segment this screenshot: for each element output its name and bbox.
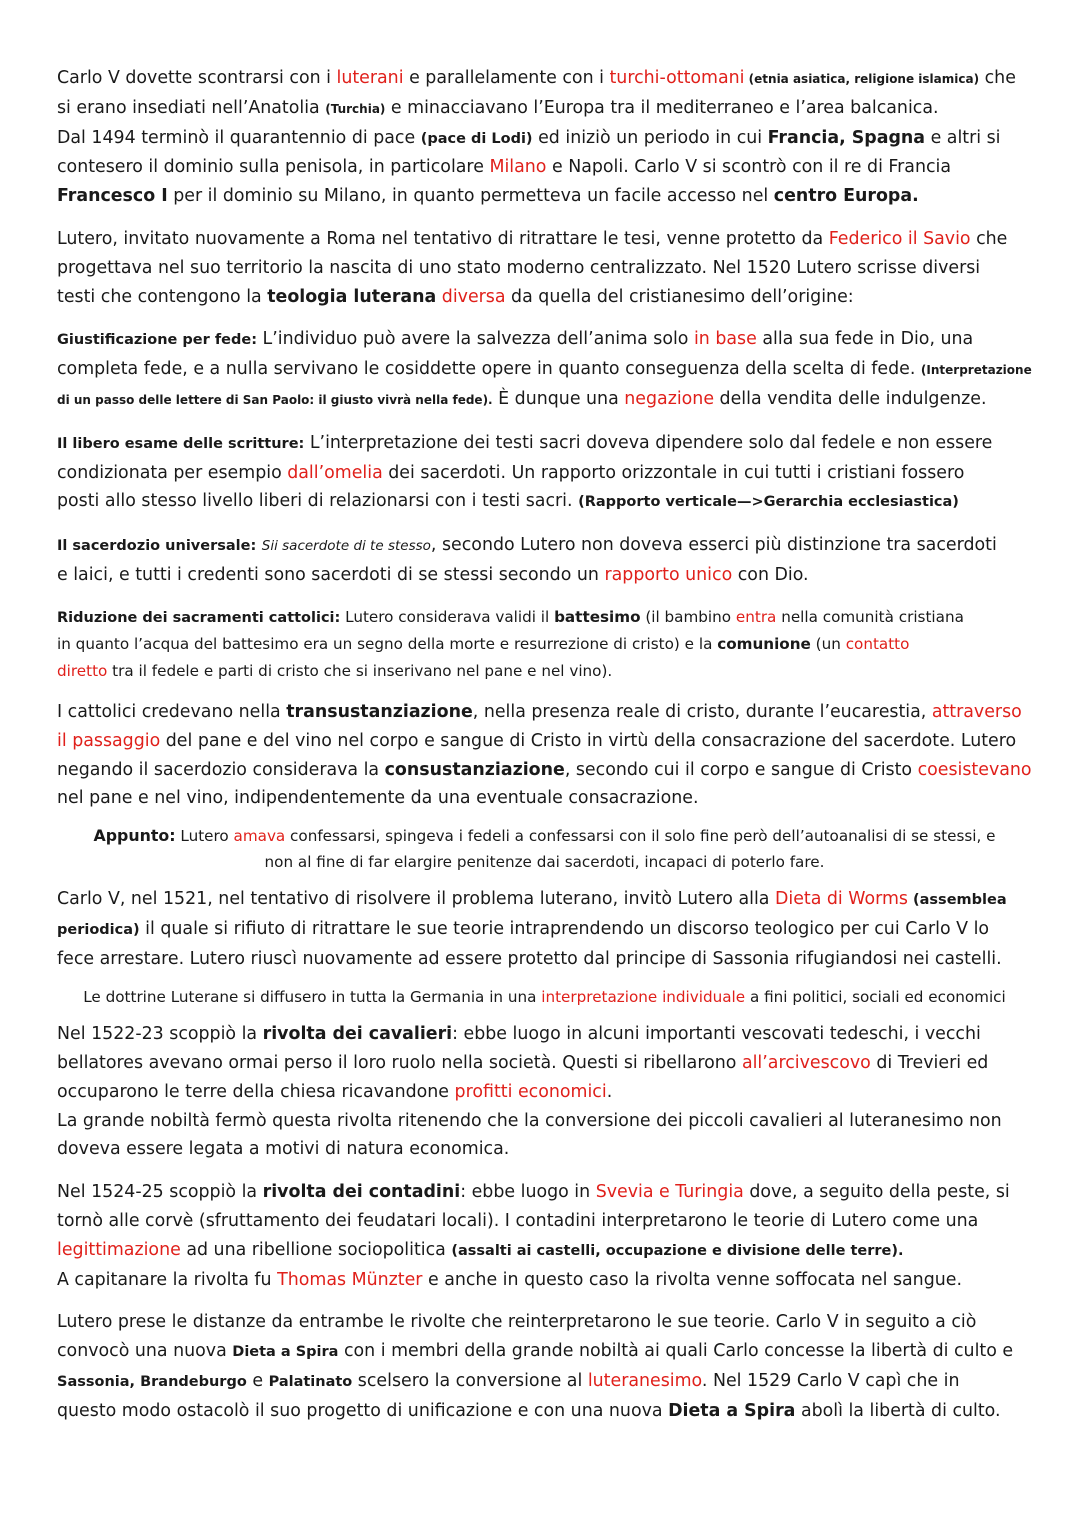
text-run: Thomas Münzter (277, 1269, 423, 1290)
text-run: completa fede, e a nulla servivano le cosiddette opere in quanto conseguenza della scelta di fede. (57, 359, 921, 380)
text-run: Giustificazione per fede: (57, 332, 257, 349)
text-run: della vendita delle indulgenze. (714, 388, 987, 409)
text-run: scelsero la conversione al (352, 1370, 588, 1391)
text-run: Le dottrine Luterane si diffusero in tutta la Germania in una (83, 987, 542, 1006)
text-run: confessarsi, spingeva i fedeli a confessarsi con il solo fine però dell’autoanalisi di se stessi, e (285, 827, 996, 846)
text-run: testi che contengono la (57, 286, 268, 307)
paragraph-sacramenti (57, 604, 1032, 684)
text-run: Lutero considerava validi il (340, 607, 555, 626)
text-run: e laici, e tutti i credenti sono sacerdoti di se stessi secondo un (57, 564, 605, 585)
paragraph-rivolta-cavalieri (57, 1020, 1032, 1164)
text-line (57, 128, 1001, 148)
text-run: (pace di Lodi) (420, 130, 533, 147)
text-run: doveva essere legata a motivi di natura economica. (57, 1139, 510, 1160)
text-run: Federico il Savio (828, 228, 971, 249)
text-line (57, 258, 980, 278)
text-line (57, 68, 1016, 88)
text-run: L’individuo può avere la salvezza dell’anima solo (257, 329, 694, 350)
text-run: ed iniziò un periodo in cui (532, 127, 768, 148)
text-line (57, 186, 919, 206)
paragraph-dieta-worms (57, 885, 1032, 973)
text-line (57, 1341, 1013, 1361)
text-run: Sassonia, Brandeburgo (57, 1373, 247, 1390)
text-line (265, 853, 825, 871)
paragraph-dieta-spira (57, 1308, 1032, 1425)
text-run: interpretazione individuale (541, 987, 746, 1006)
text-run: teologia luterana (267, 286, 437, 307)
text-run: Carlo V dovette scontrarsi con i (57, 68, 337, 88)
text-run: in base (693, 329, 757, 350)
text-run: transustanziazione (286, 701, 473, 722)
text-run: di Trevieri ed (870, 1052, 989, 1073)
text-run: dei sacerdoti. Un rapporto orizzontale in cui tutti i cristiani fossero (382, 462, 965, 483)
text-run: rapporto unico (604, 564, 733, 585)
text-line (57, 433, 992, 453)
text-run: Dal 1494 terminò il quarantennio di pace (57, 127, 421, 148)
text-run: , nella presenza reale di cristo, durante l’eucarestia, (472, 701, 932, 722)
text-run: comunione (717, 635, 811, 654)
text-run: si erano insediati nell’Anatolia (57, 97, 326, 118)
text-line (57, 1111, 1002, 1131)
paragraph-sacerdozio (57, 531, 1032, 590)
text-run: contatto (845, 635, 910, 654)
text-run: Dieta di Worms (774, 889, 908, 910)
text-run: che (970, 228, 1008, 249)
text-line (57, 919, 989, 939)
text-run: (assalti ai castelli, occupazione e divisione delle terre). (451, 1242, 904, 1259)
text-line (57, 1211, 978, 1231)
text-run: e parallelamente con i (403, 68, 610, 88)
paragraph-libero-esame (57, 429, 1032, 517)
text-line (57, 1270, 962, 1290)
text-line (57, 1024, 981, 1044)
text-run: e minacciavano l’Europa tra il mediterraneo e l’area balcanica. (385, 97, 939, 118)
text-run: tornò alle corvè (sfruttamento dei feudatari locali). I contadini interpretarono le teorie di Lutero come una (57, 1210, 979, 1231)
text-line (57, 229, 1007, 249)
text-run: coesistevano (917, 759, 1032, 780)
text-run: Francia, Spagna (767, 127, 926, 148)
text-run: contesero il dominio sulla penisola, in particolare (57, 157, 490, 178)
text-run: non al fine di far elargire penitenze dai sacerdoti, incapaci di poterlo fare. (264, 852, 825, 871)
text-run: battesimo (554, 607, 641, 626)
text-line (57, 287, 854, 307)
text-run: e anche in questo caso la rivolta venne soffocata nel sangue. (422, 1269, 962, 1290)
text-run: da quella del cristianesimo dell’origine: (505, 286, 854, 307)
text-line (57, 389, 987, 409)
text-line (57, 788, 699, 808)
text-run: nella comunità cristiana (776, 607, 964, 626)
text-run: , secondo cui il corpo e sangue di Cristo (564, 759, 918, 780)
text-run: in quanto l’acqua del battesimo era un segno della morte e resurrezione di cristo) e la (57, 635, 718, 654)
text-run: Nel 1524-25 scoppiò la (57, 1182, 263, 1203)
text-line (57, 1082, 612, 1102)
text-line (57, 635, 909, 653)
text-line (57, 565, 809, 585)
paragraph-rivolta-contadini (57, 1178, 1032, 1294)
text-line (57, 662, 612, 680)
text-line (57, 463, 964, 483)
text-run: dall’omelia (287, 462, 383, 483)
text-run: del pane e del vino nel corpo e sangue di Cristo in virtù della consacrazione del sacerdote. Lutero (160, 730, 1017, 751)
text-line (57, 535, 997, 555)
paragraph-federico (57, 225, 1032, 311)
text-run: (etnia asiatica, religione islamica) (744, 72, 980, 86)
text-run: tra il fedele e parti di cristo che si inserivano nel pane e nel vino). (107, 661, 613, 680)
text-run: con i membri della grande nobiltà ai quali Carlo concesse la libertà di culto e (338, 1341, 1014, 1362)
text-run: Lutero prese le distanze da entrambe le rivolte che reinterpretarono le sue teorie. Carlo V in seguito a ciò (57, 1312, 977, 1333)
text-run: periodica) (57, 922, 140, 939)
text-run: (assemblea (907, 892, 1007, 909)
text-run: luteranesimo (587, 1370, 702, 1391)
text-run: A capitanare la rivolta fu (57, 1269, 278, 1290)
text-line (57, 731, 1016, 751)
text-run: entra (735, 607, 777, 626)
text-run: , secondo Lutero non doveva esserci più distinzione tra sacerdoti (430, 535, 997, 556)
text-run: convocò una nuova (57, 1341, 233, 1362)
text-line (57, 949, 1002, 969)
text-run: luterani (336, 68, 404, 88)
text-line (57, 1401, 1001, 1421)
text-run: nel pane e nel vino, indipendentemente da una eventuale consacrazione. (57, 788, 699, 809)
text-run: (Turchia) (325, 101, 386, 116)
text-line (57, 359, 1032, 379)
text-run: il passaggio (57, 730, 161, 751)
text-line (57, 889, 1007, 909)
text-run: amava (233, 827, 286, 846)
text-line (57, 1053, 988, 1073)
text-line (57, 608, 964, 626)
text-run: . (606, 1081, 613, 1102)
text-line (57, 760, 1032, 780)
text-run: progettava nel suo territorio la nascita di uno stato moderno centralizzato. Nel 1520 Lutero scrisse diversi (57, 257, 981, 278)
centered-note-dottrine (57, 984, 1032, 1010)
text-line (57, 702, 1022, 722)
text-run: bellatores avevano ormai perso il loro ruolo nella società. Questi si ribellarono (57, 1052, 742, 1073)
text-run: attraverso (931, 701, 1022, 722)
text-run: e Napoli. Carlo V si scontrò con il re di Francia (546, 157, 952, 178)
text-run: e (246, 1370, 269, 1391)
text-run: (Interpretazione (920, 363, 1032, 378)
text-run: con Dio. (732, 564, 809, 585)
text-line (57, 1312, 976, 1332)
text-line (57, 1240, 904, 1260)
text-run: L’interpretazione dei testi sacri doveva dipendere solo dal fedele e non essere (304, 432, 993, 453)
text-run: Il libero esame delle scritture: (57, 435, 305, 452)
text-run: Il sacerdozio universale: (57, 538, 257, 555)
text-run: (il bambino (640, 607, 736, 626)
paragraph-transustanziazione (57, 698, 1032, 813)
text-line (57, 1139, 509, 1159)
text-run: a fini politici, sociali ed economici (745, 987, 1006, 1006)
text-run: rivolta dei contadini (262, 1182, 461, 1203)
paragraph-ottomani (57, 64, 1032, 211)
text-run: negazione (624, 388, 715, 409)
text-run: . Nel 1529 Carlo V capì che in (701, 1370, 960, 1391)
text-line (57, 157, 951, 177)
text-run: La grande nobiltà fermò questa rivolta ritenendo che la conversione dei piccoli cavalieri al luteranesimo non (57, 1110, 1002, 1131)
text-run: rivolta dei cavalieri (262, 1024, 453, 1045)
text-run: turchi-ottomani (609, 68, 745, 88)
text-run: centro Europa. (773, 186, 919, 207)
text-run: fece arrestare. Lutero riuscì nuovamente ad essere protetto dal principe di Sassonia rifugiandosi nei castelli. (57, 948, 1002, 969)
text-run: diretto (57, 661, 108, 680)
text-run: il quale si rifiuto di ritrattare le sue teorie intraprendendo un discorso teologico per cui Carlo V lo (139, 919, 990, 940)
text-run: che (979, 68, 1016, 88)
text-line (57, 1371, 959, 1391)
text-run: profitti economici (454, 1081, 607, 1102)
text-run: Francesco I (57, 186, 168, 207)
text-run: di un passo delle lettere di San Paolo: il giusto vivrà nella fede). (57, 392, 493, 407)
text-run: È dunque una (492, 388, 625, 409)
text-line (57, 491, 959, 511)
text-run: ad una ribellione sociopolitica (180, 1239, 452, 1260)
text-line (57, 329, 973, 349)
text-run: Dieta a Spira (232, 1344, 339, 1361)
text-run: diversa (441, 286, 506, 307)
text-run: (Rapporto verticale—>Gerarchia ecclesiastica) (578, 494, 959, 511)
text-run: all’arcivescovo (741, 1052, 871, 1073)
text-run: Sii sacerdote di te stesso (261, 538, 431, 555)
text-run: consustanziazione (384, 759, 565, 780)
text-line (57, 98, 939, 118)
text-run: negando il sacerdozio considerava la (57, 759, 385, 780)
text-run: Lutero, invitato nuovamente a Roma nel tentativo di ritrattare le tesi, venne protetto da (57, 228, 829, 249)
text-run: Milano (489, 157, 547, 178)
text-run: Riduzione dei sacramenti cattolici: (57, 609, 341, 626)
text-run: e altri si (925, 127, 1001, 148)
text-run: Nel 1522-23 scoppiò la (57, 1024, 263, 1045)
text-line (57, 1182, 1010, 1202)
text-run: : ebbe luogo in (460, 1182, 596, 1203)
text-run: per il dominio su Milano, in quanto permetteva un facile accesso nel (167, 186, 774, 207)
text-run: questo modo ostacolò il suo progetto di unificazione e con una nuova (57, 1400, 669, 1421)
text-run: Carlo V, nel 1521, nel tentativo di risolvere il problema luterano, invitò Lutero alla (57, 889, 775, 910)
document-page (57, 64, 1032, 1426)
text-run: Svevia e Turingia (595, 1182, 744, 1203)
text-run: abolì la libertà di culto. (795, 1400, 1001, 1421)
text-run: alla sua fede in Dio, una (756, 329, 974, 350)
text-run: posti allo stesso livello liberi di relazionarsi con i testi sacri. (57, 491, 579, 512)
text-run: dove, a seguito della peste, si (743, 1182, 1010, 1203)
text-run: I cattolici credevano nella (57, 701, 287, 722)
text-run: Lutero (175, 827, 234, 846)
note-appunto (57, 823, 1032, 875)
text-run: occuparono le terre della chiesa ricavandone (57, 1081, 455, 1102)
text-run: Palatinato (268, 1373, 353, 1390)
text-run: legittimazione (57, 1239, 181, 1260)
text-line (93, 827, 995, 845)
paragraph-giustificazione (57, 325, 1032, 414)
text-run: : ebbe luogo in alcuni importanti vescovati tedeschi, i vecchi (452, 1024, 981, 1045)
text-run: condizionata per esempio (57, 462, 288, 483)
text-run: Appunto: (93, 826, 176, 846)
text-run: Dieta a Spira (668, 1400, 796, 1421)
text-line (83, 988, 1006, 1006)
text-run: (un (810, 635, 846, 654)
